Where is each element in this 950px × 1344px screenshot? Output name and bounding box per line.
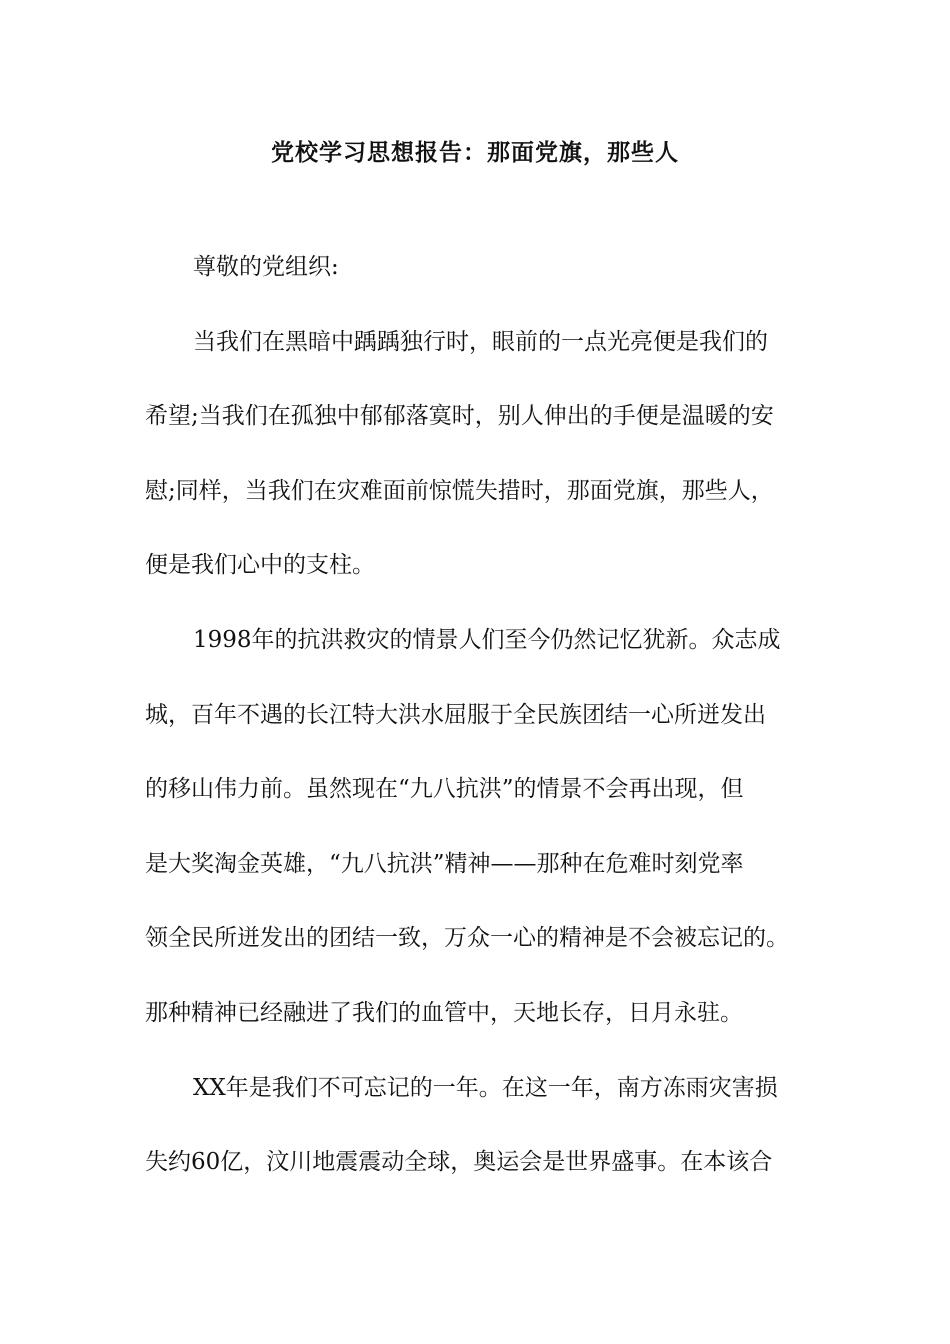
document-title: 党校学习思想报告：那面党旗，那些人: [271, 140, 679, 166]
paragraph-2-line-3: 的移山伟力前。虽然现在“九八抗洪”的情景不会再出现，但: [145, 776, 744, 803]
paragraph-3-line-1: XX年是我们不可忘记的一年。在这一年，南方冻雨灾害损: [193, 1074, 778, 1101]
paragraph-1-line-3: 慰;同样，当我们在灾难面前惊慌失措时，那面党旗，那些人，: [145, 477, 774, 504]
paragraph-2-line-4: 是大奖淘金英雄，“九八抗洪”精神——那种在危难时刻党率: [145, 850, 744, 877]
paragraph-2-line-5: 领全民所迸发出的团结一致，万众一心的精神是不会被忘记的。: [145, 925, 789, 952]
paragraph-2-line-1: 1998年的抗洪救灾的情景人们至今仍然记忆犹新。众志成: [193, 626, 781, 653]
paragraph-2-line-6: 那种精神已经融进了我们的血管中，天地长存，日月永驻。: [145, 999, 743, 1026]
paragraph-1-line-2: 希望;当我们在孤独中郁郁落寞时，别人伸出的手便是温暖的安: [145, 403, 774, 430]
document-body: [145, 230, 825, 1200]
paragraph-3-line-2: 失约60亿，汶川地震震动全球，奥运会是世界盛事。在本该合: [145, 1149, 773, 1176]
paragraph-1-line-1: 当我们在黑暗中踽踽独行时，眼前的一点光亮便是我们的: [193, 328, 768, 355]
paragraph-2-line-2: 城，百年不遇的长江特大洪水屈服于全民族团结一心所迸发出: [145, 701, 766, 728]
salutation-line: 尊敬的党组织:: [193, 254, 339, 280]
paragraph-1-line-4: 便是我们心中的支柱。: [145, 552, 375, 579]
